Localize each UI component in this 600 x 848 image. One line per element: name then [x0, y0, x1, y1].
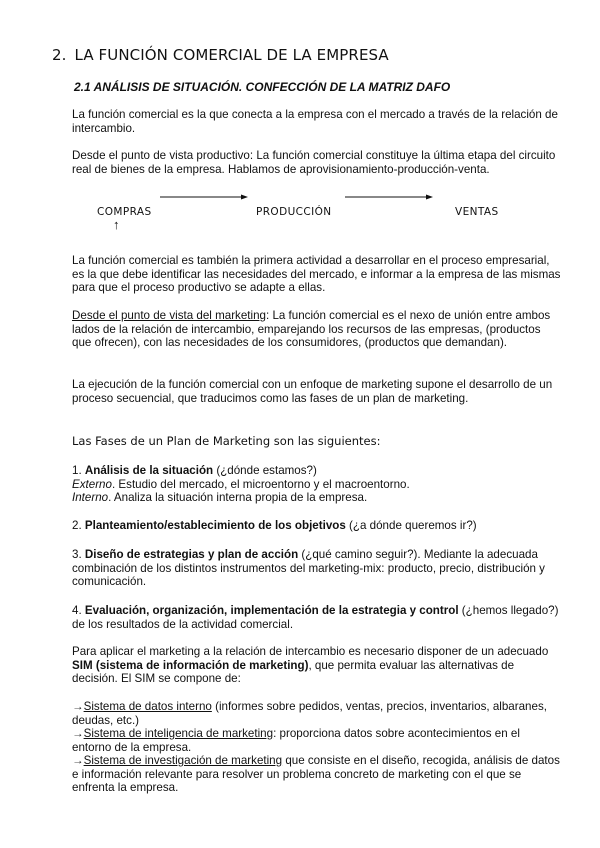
phase-1-internal	[72, 491, 562, 505]
phase-1-title: Análisis de la situación	[84, 464, 214, 477]
section-title: LA FUNCIÓN COMERCIAL DE LA EMPRESA	[74, 46, 389, 64]
flow-step-produccion: PRODUCCIÓN	[256, 206, 332, 218]
sim-item-text: (informes sobre pedidos, ventas, precios, inventarios, albaranes, deudas, etc.)	[72, 700, 547, 727]
phase-4-text: (¿hemos llegado?) de los resultados de la actividad comercial.	[72, 604, 559, 631]
flow-arrows	[0, 190, 600, 235]
arrow-icon: →	[72, 700, 84, 713]
phases-title: Las Fases de un Plan de Marketing son las siguientes:	[72, 434, 381, 448]
flow-arrow-2-head	[426, 195, 433, 200]
phase-3-text: (¿qué camino seguir?). Mediante la adecuada combinación de los distintos instrumentos del marketing-mix: producto, precio, distribución y comunicación.	[72, 548, 545, 588]
intro-paragraph: La función comercial es la que conecta a la empresa con el mercado a través de la relación de intercambio.	[72, 108, 558, 135]
arrow-icon: →	[72, 727, 84, 740]
phase-1-internal-text: . Analiza la situación interna propia de la empresa.	[108, 491, 368, 504]
sim-item-label: Sistema de inteligencia de marketing	[83, 727, 274, 740]
flow-diagram	[0, 190, 600, 235]
phase-4-number: 4.	[72, 604, 85, 617]
marketing-view-text: : La función comercial es el nexo de unión entre ambos lados de la relación de intercambio, emparejando los recursos de las empresas, (productos que ofrecen), con las necesidades de los consumidores, (productos que demandan).	[72, 309, 551, 349]
section-number: 2.	[52, 46, 67, 64]
sim-item-text: : proporciona datos sobre acontecimientos en el entorno de la empresa.	[72, 727, 520, 754]
sim-item-text: que consiste en el diseño, recogida, análisis de datos e información relevante para resolver un problema concreto de marketing con el que se enfrenta la empresa.	[72, 754, 560, 794]
phase-1-external	[72, 478, 562, 492]
sim-item-label: Sistema de investigación de marketing	[83, 754, 283, 767]
phase-1-external-text: . Estudio del mercado, el microentorno y el macroentorno.	[111, 477, 410, 491]
sim-pre: Para aplicar el marketing a la relación de intercambio es necesario disponer de un adecuado	[72, 645, 549, 658]
phase-4-title: Evaluación, organización, implementación de la estrategia y control	[84, 604, 459, 617]
marketing-view-lead: Desde el punto de vista del marketing	[72, 309, 266, 322]
flow-arrow-1-head	[241, 195, 248, 200]
first-activity-paragraph: La función comercial es también la primera actividad a desarrollar en el proceso empresarial, es la que debe identificar las necesidades del mercado, e informar a la empresa de las mismas para que el proceso productivo se adapte a ellas.	[72, 254, 561, 294]
sim-paragraph	[72, 645, 562, 686]
phase-2	[72, 519, 562, 533]
arrow-icon: →	[72, 754, 84, 767]
up-arrow: ↑	[113, 217, 120, 232]
phase-3	[72, 548, 562, 589]
marketing-view-paragraph	[72, 309, 562, 350]
sim-list	[72, 700, 562, 795]
sim-bold: SIM (sistema de información de marketing)	[72, 658, 309, 672]
subsection-heading: 2.1 ANÁLISIS DE SITUACIÓN. CONFECCIÓN DE LA MATRIZ DAFO	[74, 80, 451, 94]
sim-item-investigacion	[72, 754, 562, 795]
execution-paragraph: La ejecución de la función comercial con un enfoque de marketing supone el desarrollo de un proceso secuencial, que traducimos como las fases de un plan de marketing.	[72, 378, 553, 405]
phase-4	[72, 604, 562, 631]
phase-1-number: 1.	[72, 464, 85, 477]
flow-step-compras: COMPRAS	[97, 206, 152, 218]
sim-item-datos-interno	[72, 700, 562, 727]
phase-2-title: Planteamiento/establecimiento de los objetivos	[84, 519, 346, 532]
sim-post: , que permita evaluar las alternativas de decisión. El SIM se compone de:	[72, 658, 515, 685]
phase-2-question: (¿a dónde queremos ir?)	[345, 519, 477, 532]
flow-step-ventas: VENTAS	[455, 206, 499, 218]
phase-1	[72, 464, 562, 505]
productive-paragraph: Desde el punto de vista productivo: La función comercial constituye la última etapa del circuito real de bienes de la empresa. Hablamos de aprovisionamiento-producción-venta.	[72, 149, 556, 176]
phase-1-internal-label: Interno	[72, 491, 109, 504]
phase-1-external-label: Externo	[72, 477, 112, 491]
phase-1-heading	[72, 464, 562, 478]
sim-item-inteligencia	[72, 727, 562, 754]
section-heading	[52, 46, 389, 64]
phase-3-title: Diseño de estrategias y plan de acción	[84, 548, 299, 561]
phase-2-number: 2.	[72, 519, 85, 532]
phase-1-question: (¿dónde estamos?)	[213, 464, 317, 477]
phase-3-number: 3.	[72, 548, 85, 561]
sim-item-label: Sistema de datos interno	[83, 700, 212, 713]
